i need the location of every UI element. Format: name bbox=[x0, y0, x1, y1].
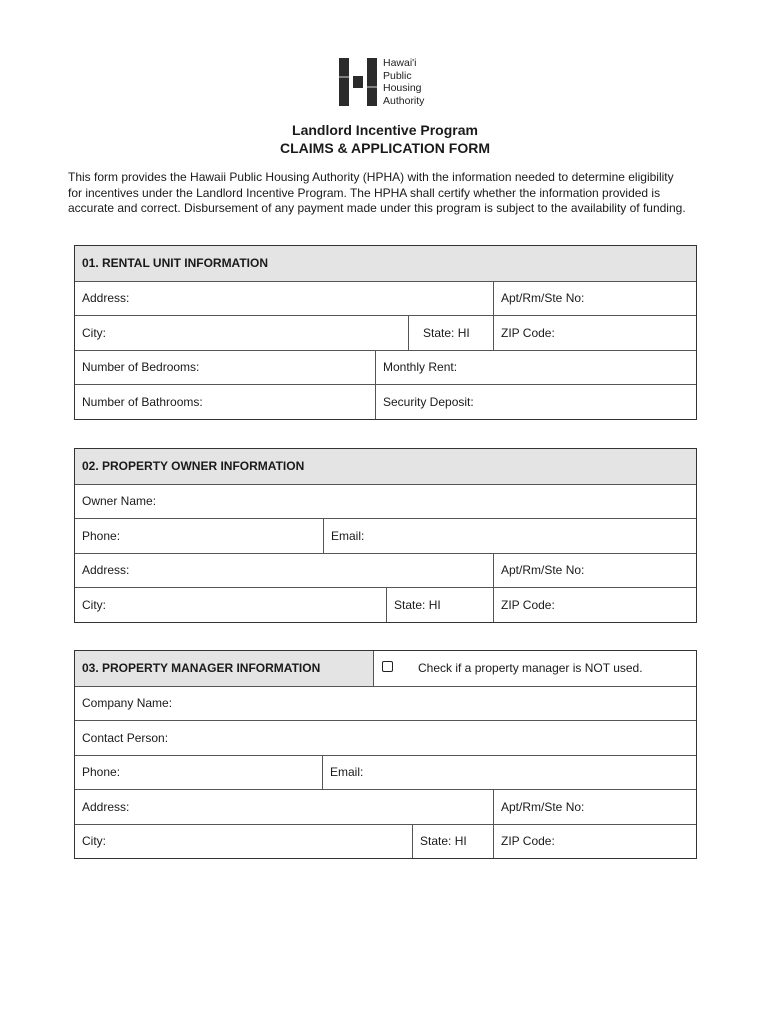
field-label: State: HI bbox=[423, 325, 470, 340]
field-label: State: HI bbox=[394, 597, 441, 612]
form-row bbox=[75, 553, 696, 588]
manager-state-field[interactable] bbox=[412, 825, 493, 859]
form-row bbox=[75, 518, 696, 553]
section-property-manager bbox=[74, 650, 697, 859]
field-label: Apt/Rm/Ste No: bbox=[501, 799, 585, 814]
field-label: Number of Bathrooms: bbox=[82, 394, 203, 409]
section-title: 01. RENTAL UNIT INFORMATION bbox=[82, 256, 268, 271]
owner-apt-field[interactable] bbox=[493, 554, 696, 588]
field-label: Address: bbox=[82, 799, 130, 814]
rental-address-field[interactable] bbox=[75, 282, 493, 316]
field-label: Apt/Rm/Ste No: bbox=[501, 563, 585, 578]
field-label: Phone: bbox=[82, 765, 121, 780]
form-row bbox=[75, 824, 696, 859]
section-header-row bbox=[75, 651, 696, 686]
section-title: 02. PROPERTY OWNER INFORMATION bbox=[82, 459, 305, 474]
form-row bbox=[75, 384, 696, 419]
section-property-owner bbox=[74, 448, 697, 623]
contact-person-field[interactable] bbox=[75, 721, 696, 755]
form-row bbox=[75, 315, 696, 350]
logo-line: Hawai'i bbox=[383, 57, 417, 69]
form-row bbox=[75, 720, 696, 755]
owner-name-field[interactable] bbox=[75, 485, 696, 519]
form-row bbox=[75, 587, 696, 622]
field-label: Security Deposit: bbox=[383, 394, 474, 409]
field-label: ZIP Code: bbox=[501, 325, 555, 340]
owner-email-field[interactable] bbox=[323, 519, 696, 553]
form-row bbox=[75, 686, 696, 721]
field-label: Email: bbox=[331, 528, 365, 543]
no-manager-checkbox[interactable] bbox=[382, 661, 393, 672]
security-deposit-field[interactable] bbox=[375, 385, 696, 419]
intro-line: for incentives under the Landlord Incentive Program. The HPHA shall certify whether the information provided is bbox=[68, 185, 661, 200]
logo-line: Housing bbox=[383, 82, 422, 95]
no-manager-checkbox-label: Check if a property manager is NOT used. bbox=[418, 661, 643, 676]
monthly-rent-field[interactable] bbox=[375, 351, 696, 385]
field-label: Apt/Rm/Ste No: bbox=[501, 291, 585, 306]
hpha-logo bbox=[338, 57, 448, 109]
field-label: Owner Name: bbox=[82, 494, 157, 509]
section-header bbox=[75, 246, 696, 281]
form-title: CLAIMS & APPLICATION FORM bbox=[280, 140, 490, 156]
field-label: Number of Bedrooms: bbox=[82, 360, 200, 375]
logo-line: Public bbox=[383, 69, 412, 82]
owner-state-field[interactable] bbox=[386, 588, 493, 622]
field-label: Monthly Rent: bbox=[383, 360, 458, 375]
section-rental-unit bbox=[74, 245, 697, 420]
owner-zip-field[interactable] bbox=[493, 588, 696, 622]
manager-city-field[interactable] bbox=[75, 825, 412, 859]
owner-address-field[interactable] bbox=[75, 554, 493, 588]
intro-paragraph bbox=[68, 170, 698, 217]
form-row bbox=[75, 350, 696, 385]
manager-phone-field[interactable] bbox=[75, 756, 322, 790]
field-label: State: HI bbox=[420, 834, 467, 849]
manager-zip-field[interactable] bbox=[493, 825, 696, 859]
manager-address-field[interactable] bbox=[75, 790, 493, 824]
company-name-field[interactable] bbox=[75, 687, 696, 721]
rental-zip-field[interactable] bbox=[493, 316, 696, 350]
rental-city-field[interactable] bbox=[75, 316, 408, 350]
hpha-logo-mark-icon bbox=[338, 57, 380, 107]
field-label: Company Name: bbox=[82, 696, 173, 711]
field-label: City: bbox=[82, 597, 106, 612]
bedrooms-field[interactable] bbox=[75, 351, 375, 385]
owner-city-field[interactable] bbox=[75, 588, 386, 622]
bathrooms-field[interactable] bbox=[75, 385, 375, 419]
manager-apt-field[interactable] bbox=[493, 790, 696, 824]
intro-line: This form provides the Hawaii Public Housing Authority (HPHA) with the information needed to determine eligibility bbox=[68, 170, 674, 184]
form-row bbox=[75, 484, 696, 519]
field-label: Address: bbox=[82, 563, 130, 578]
logo-line: Authority bbox=[383, 94, 425, 107]
field-label: City: bbox=[82, 325, 106, 340]
form-row bbox=[75, 755, 696, 790]
section-header bbox=[75, 449, 696, 484]
rental-apt-field[interactable] bbox=[493, 282, 696, 316]
form-row bbox=[75, 281, 696, 316]
intro-line: accurate and correct. Disbursement of any payment made under this program is subject to the availability of funding. bbox=[68, 201, 686, 215]
owner-phone-field[interactable] bbox=[75, 519, 323, 553]
field-label: ZIP Code: bbox=[501, 597, 555, 612]
field-label: City: bbox=[82, 834, 106, 849]
section-header bbox=[75, 651, 373, 686]
rental-state-field[interactable] bbox=[408, 316, 493, 350]
field-label: Phone: bbox=[82, 528, 121, 543]
manager-email-field[interactable] bbox=[322, 756, 696, 790]
logo-wordmark bbox=[383, 57, 424, 107]
field-label: Email: bbox=[330, 765, 364, 780]
section-title: 03. PROPERTY MANAGER INFORMATION bbox=[82, 661, 321, 676]
field-label: Address: bbox=[82, 291, 130, 306]
form-row bbox=[75, 789, 696, 824]
field-label: Contact Person: bbox=[82, 730, 169, 745]
field-label: ZIP Code: bbox=[501, 834, 555, 849]
program-title: Landlord Incentive Program bbox=[292, 122, 478, 138]
